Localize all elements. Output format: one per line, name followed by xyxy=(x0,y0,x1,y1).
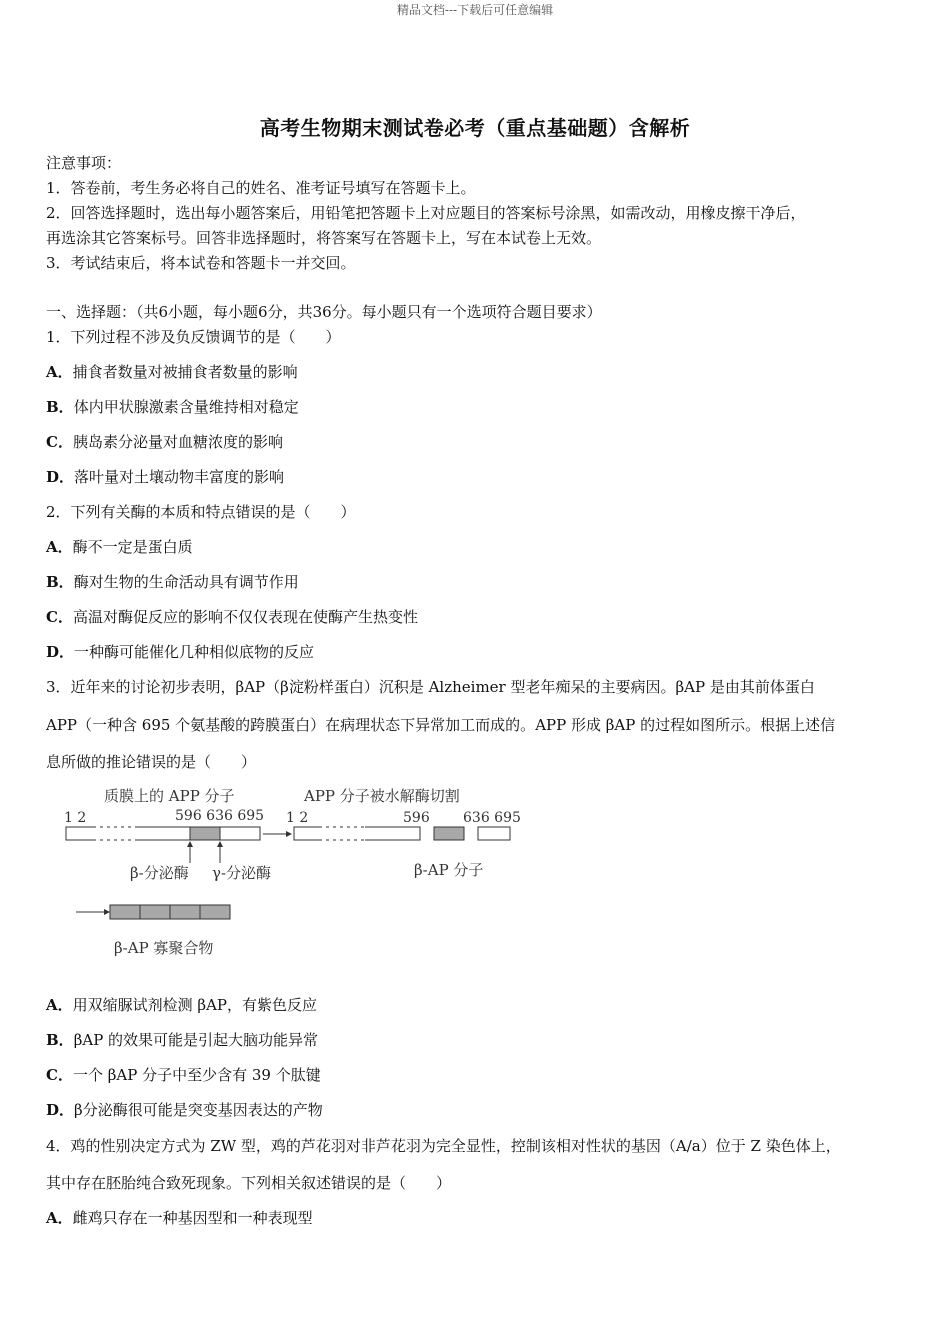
diagram-num: 596 xyxy=(403,810,430,826)
option-item xyxy=(46,1099,323,1120)
diagram-num: 1 2 xyxy=(286,810,309,826)
option-item xyxy=(46,1029,318,1050)
option-key: A． xyxy=(46,1209,73,1227)
option-item xyxy=(46,431,283,452)
diagram-beta-secretase: β-分泌酶 xyxy=(130,864,189,882)
option-item xyxy=(46,361,298,382)
option-text: 体内甲状腺激素含量维持相对稳定 xyxy=(73,398,299,416)
option-key: A． xyxy=(46,538,73,556)
option-item xyxy=(46,396,299,417)
option-text: 高温对酶促反应的影响不仅仅表现在使酶产生热变性 xyxy=(72,608,418,626)
option-item xyxy=(46,1207,313,1228)
option-text: 捕食者数量对被捕食者数量的影响 xyxy=(72,363,298,381)
notice-item: 3．考试结束后，将本试卷和答题卡一并交回。 xyxy=(46,254,356,272)
option-item xyxy=(46,466,284,487)
option-text: β分泌酶很可能是突变基因表达的产物 xyxy=(74,1101,323,1119)
option-text: 一种酶可能催化几种相似底物的反应 xyxy=(74,643,315,661)
question-stem: 2．下列有关酶的本质和特点错误的是（ ） xyxy=(46,503,356,521)
question-stem: 1．下列过程不涉及负反馈调节的是（ ） xyxy=(46,328,341,346)
notice-item: 2．回答选择题时，选出每小题答案后，用铅笔把答题卡上对应题目的答案标号涂黑，如需改动，用橡皮擦干净后， xyxy=(46,204,806,222)
question-stem-line: 3．近年来的讨论初步表明，βAP（β淀粉样蛋白）沉积是 Alzheimer 型老年痴呆的主要病因。βAP 是由其前体蛋白 xyxy=(46,678,815,696)
option-key: B． xyxy=(46,573,74,591)
option-text: 酶不一定是蛋白质 xyxy=(72,538,193,556)
option-key: D． xyxy=(46,468,75,486)
question-stem-line: 其中存在胚胎纯合致死现象。下列相关叙述错误的是（ ） xyxy=(46,1174,452,1192)
option-item xyxy=(46,571,299,592)
option-text: 一个 βAP 分子中至少含有 39 个肽键 xyxy=(72,1066,321,1084)
notice-item: 再选涂其它答案标号。回答非选择题时，将答案写在答题卡上，写在本试卷上无效。 xyxy=(46,229,602,247)
option-key: C． xyxy=(46,433,73,451)
option-item xyxy=(46,994,317,1015)
question-stem-line: APP（一种含 695 个氨基酸的跨膜蛋白）在病理状态下异常加工而成的。APP 形成 βAP 的过程如图所示。根据上述信 xyxy=(46,716,836,734)
option-key: D． xyxy=(46,643,75,661)
question-stem-line: 4．鸡的性别决定方式为 ZW 型，鸡的芦花羽对非芦花羽为完全显性，控制该相对性状的基因（A/a）位于 Z 染色体上， xyxy=(46,1137,841,1155)
diagram-left-title: 质膜上的 APP 分子 xyxy=(104,787,235,805)
option-key: B． xyxy=(46,1031,74,1049)
notice-item: 1．答卷前，考生务必将自己的姓名、准考证号填写在答题卡上。 xyxy=(46,179,476,197)
page-title: 高考生物期末测试卷必考（重点基础题）含解析 xyxy=(259,116,691,140)
option-text: 酶对生物的生命活动具有调节作用 xyxy=(73,573,299,591)
option-item xyxy=(46,1064,321,1085)
option-key: A． xyxy=(46,363,73,381)
option-key: D． xyxy=(46,1101,75,1119)
option-text: 落叶量对土壤动物丰富度的影响 xyxy=(74,468,285,486)
option-text: 用双缩脲试剂检测 βAP，有紫色反应 xyxy=(72,996,318,1014)
diagram-right-title: APP 分子被水解酶切割 xyxy=(304,787,460,805)
option-key: C． xyxy=(46,608,73,626)
diagram-gamma-secretase: γ-分泌酶 xyxy=(212,864,272,882)
header-note: 精品文档---下载后可任意编辑 xyxy=(396,3,554,17)
notice-heading: 注意事项： xyxy=(46,154,122,172)
section-heading: 一、选择题：（共6小题，每小题6分，共36分。每小题只有一个选项符合题目要求） xyxy=(46,303,602,321)
option-item xyxy=(46,641,314,662)
option-key: C． xyxy=(46,1066,73,1084)
option-key: A． xyxy=(46,996,73,1014)
option-text: 胰岛素分泌量对血糖浓度的影响 xyxy=(72,433,283,451)
option-item xyxy=(46,536,193,557)
app-cleavage-diagram xyxy=(60,785,540,965)
option-item xyxy=(46,606,418,627)
option-text: βAP 的效果可能是引起大脑功能异常 xyxy=(73,1031,319,1049)
option-key: B． xyxy=(46,398,74,416)
diagram-beta-ap-molecule: β-AP 分子 xyxy=(414,861,484,879)
diagram-beta-ap-oligomer: β-AP 寡聚合物 xyxy=(114,939,214,957)
diagram-num: 636 695 xyxy=(463,810,521,826)
diagram-num: 596 636 695 xyxy=(175,808,265,824)
diagram-num: 1 2 xyxy=(64,810,87,826)
question-stem-line: 息所做的推论错误的是（ ） xyxy=(46,753,257,771)
option-text: 雌鸡只存在一种基因型和一种表现型 xyxy=(72,1209,313,1227)
